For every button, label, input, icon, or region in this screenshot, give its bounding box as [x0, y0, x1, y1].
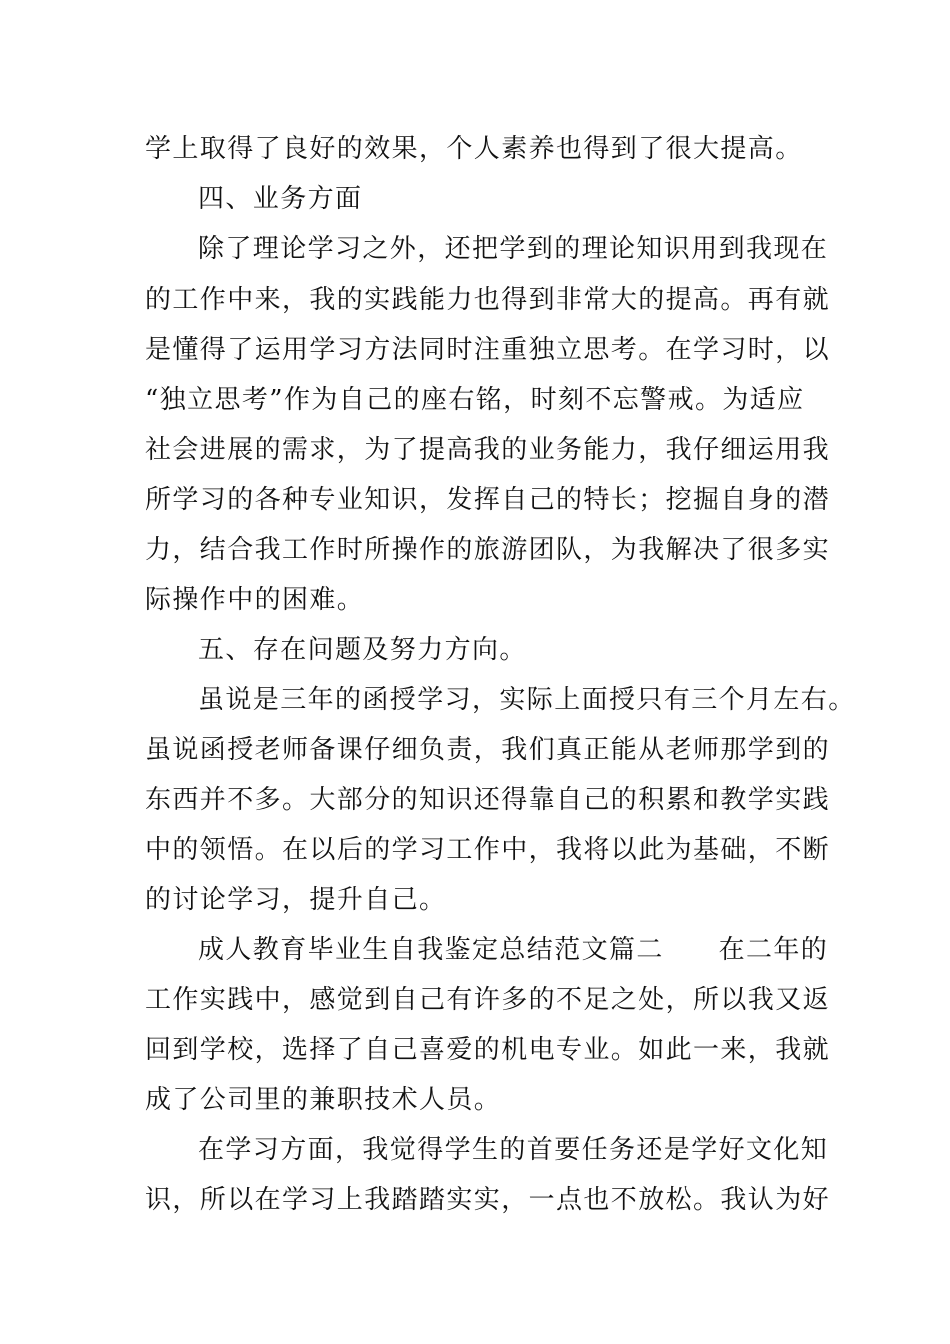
text-line: 成人教育毕业生自我鉴定总结范文篇二 在二年的: [198, 935, 829, 965]
text-line: 是懂得了运用学习方法同时注重独立思考。在学习时，以: [145, 335, 831, 365]
text-line: 东西并不多。大部分的知识还得靠自己的积累和教学实践: [145, 785, 831, 815]
section-heading: 五、存在问题及努力方向。: [198, 635, 527, 665]
text-line: 识，所以在学习上我踏踏实实，一点也不放松。我认为好: [145, 1185, 831, 1215]
text-line: 虽说函授老师备课仔细负责，我们真正能从老师那学到的: [145, 735, 831, 765]
text-line: 在学习方面，我觉得学生的首要任务还是学好文化知: [198, 1135, 829, 1165]
section-heading: 四、业务方面: [198, 184, 363, 214]
text-line: 工作实践中，感觉到自己有许多的不足之处，所以我又返: [145, 985, 831, 1015]
text-line: 虽说是三年的函授学习，实际上面授只有三个月左右。: [198, 685, 856, 715]
text-line: 除了理论学习之外，还把学到的理论知识用到我现在: [198, 234, 829, 264]
text-line: “独立思考”作为自己的座右铭，时刻不忘警戒。为适应: [145, 385, 805, 415]
text-line: 的讨论学习，提升自己。: [145, 885, 447, 915]
text-line: 力，结合我工作时所操作的旅游团队，为我解决了很多实: [145, 535, 831, 565]
text-line: 所学习的各种专业知识，发挥自己的特长；挖掘自身的潜: [145, 485, 831, 515]
text-line: 的工作中来，我的实践能力也得到非常大的提高。再有就: [145, 285, 831, 315]
text-line: 学上取得了良好的效果，个人素养也得到了很大提高。: [145, 134, 803, 164]
text-line: 成了公司里的兼职技术人员。: [145, 1085, 502, 1115]
text-line: 际操作中的困难。: [145, 585, 365, 615]
text-line: 中的领悟。在以后的学习工作中，我将以此为基础，不断: [145, 835, 831, 865]
text-line: 社会进展的需求，为了提高我的业务能力，我仔细运用我: [145, 435, 831, 465]
text-line: 回到学校，选择了自己喜爱的机电专业。如此一来，我就: [145, 1035, 831, 1065]
